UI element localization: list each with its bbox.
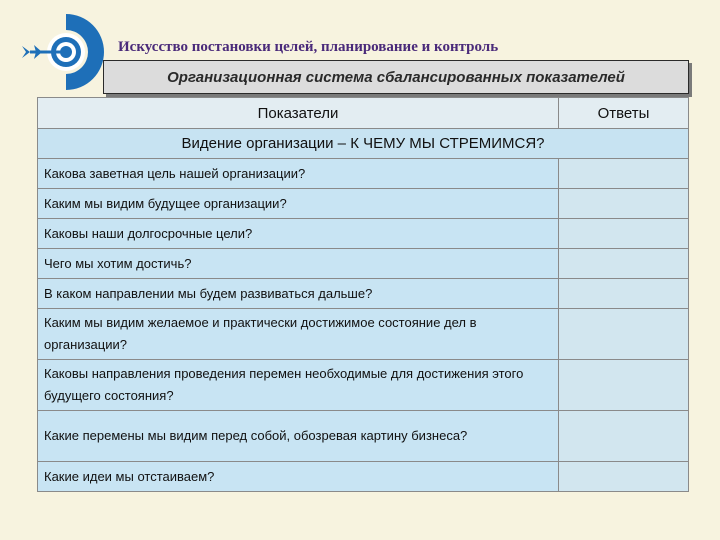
table-row [38, 219, 689, 249]
table-row [38, 189, 689, 219]
answer-cell[interactable] [559, 360, 689, 411]
answer-cell[interactable] [559, 249, 689, 279]
section-title: Видение организации – К ЧЕМУ МЫ СТРЕМИМСЯ? [38, 129, 689, 159]
question-cell: Какие идеи мы отстаиваем? [38, 462, 559, 492]
question-cell: Чего мы хотим достичь? [38, 249, 559, 279]
vision-questions-table [37, 97, 689, 492]
table-row [38, 279, 689, 309]
answer-cell[interactable] [559, 159, 689, 189]
answer-cell[interactable] [559, 219, 689, 249]
table-row [38, 249, 689, 279]
slide-subtitle: Организационная система сбалансированных показателей [103, 60, 689, 94]
presentation-title: Искусство постановки целей, планирование и контроль [118, 39, 499, 55]
target-arrow-logo-icon [20, 12, 104, 92]
question-cell: Каким мы видим желаемое и практически достижимое состояние дел в организации? [38, 309, 559, 360]
table-row [38, 360, 689, 411]
question-cell: Какова заветная цель нашей организации? [38, 159, 559, 189]
section-row [38, 129, 689, 159]
question-cell: В каком направлении мы будем развиваться дальше? [38, 279, 559, 309]
answer-cell[interactable] [559, 309, 689, 360]
answer-cell[interactable] [559, 411, 689, 462]
table-row [38, 159, 689, 189]
table-header-row [38, 98, 689, 129]
table-row [38, 411, 689, 462]
answer-cell[interactable] [559, 189, 689, 219]
question-cell: Каковы направления проведения перемен необходимые для достижения этого будущего состояния? [38, 360, 559, 411]
table-row [38, 309, 689, 360]
question-cell: Каким мы видим будущее организации? [38, 189, 559, 219]
answer-cell[interactable] [559, 462, 689, 492]
column-header-indicators: Показатели [38, 98, 559, 129]
answer-cell[interactable] [559, 279, 689, 309]
question-cell: Какие перемены мы видим перед собой, обозревая картину бизнеса? [38, 411, 559, 462]
table-row [38, 462, 689, 492]
column-header-answers: Ответы [559, 98, 689, 129]
question-cell: Каковы наши долгосрочные цели? [38, 219, 559, 249]
